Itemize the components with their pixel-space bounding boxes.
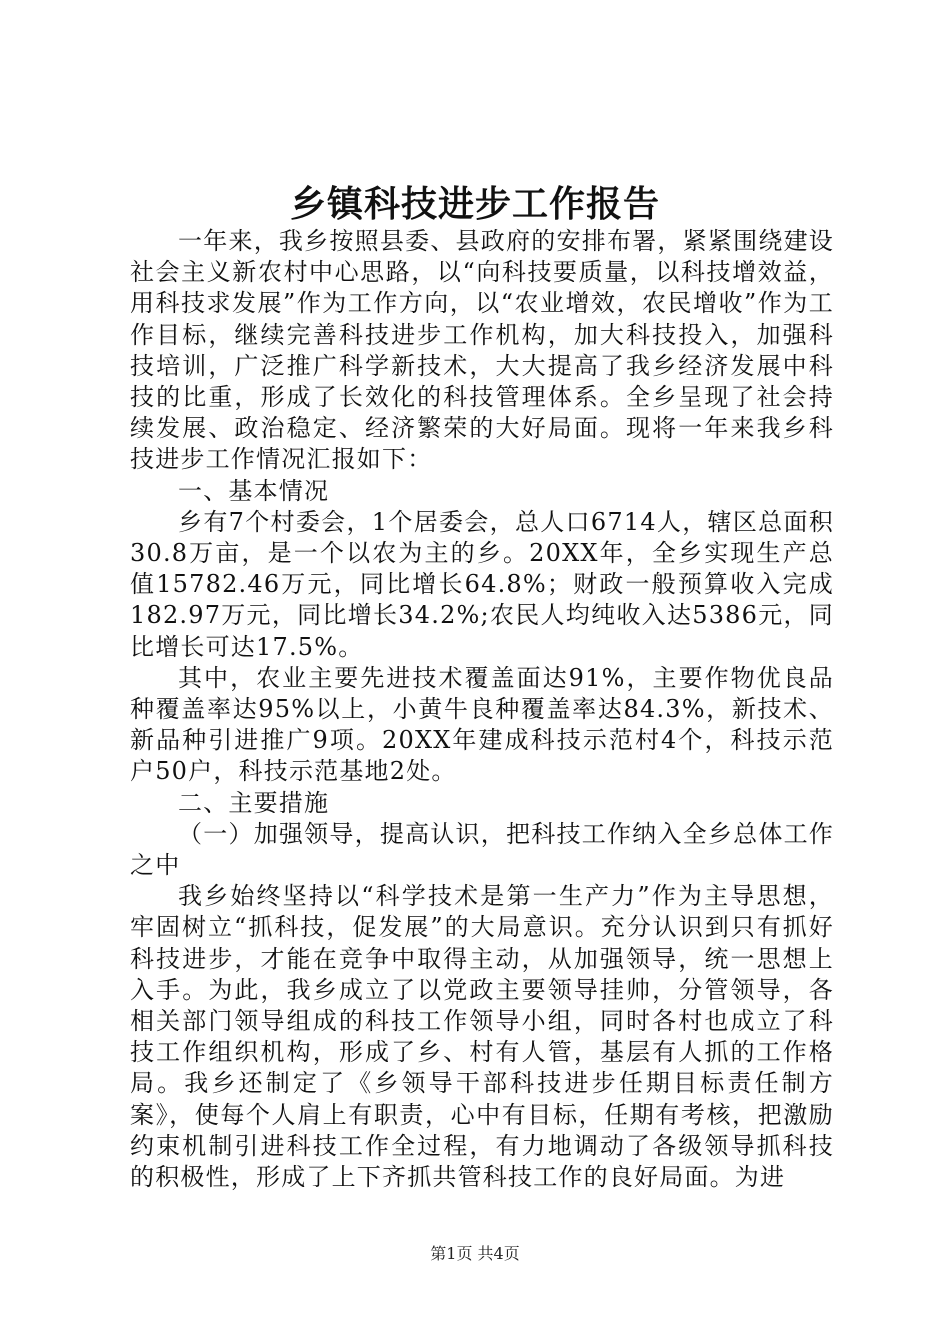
coverage-paragraph: 其中，农业主要先进技术覆盖面达91%，主要作物优良品种覆盖率达95%以上，小黄牛良种覆盖率达84.3%，新技术、新品种引进推广9项。20XX年建成科技示范村4个，科技示范户50户，科技示范基地2处。 (130, 663, 834, 786)
document-body (130, 226, 834, 1193)
basic-situation-paragraph: 乡有7个村委会，1个居委会，总人口6714人，辖区总面积30.8万亩，是一个以农为主的乡。20XX年，全乡实现生产总值15782.46万元，同比增长64.8%；财政一般预算收入完成182.97万元，同比增长34.2%;农民人均纯收入达5386元，同比增长可达17.5%。 (130, 507, 834, 661)
intro-paragraph: 一年来，我乡按照县委、县政府的安排布署，紧紧围绕建设社会主义新农村中心思路，以“向科技要质量，以科技增效益，用科技求发展”作为工作方向，以“农业增效，农民增收”作为工作目标，继续完善科技进步工作机构，加大科技投入，加强科技培训，广泛推广科学新技术，大大提高了我乡经济发展中科技的比重，形成了长效化的科技管理体系。全乡呈现了社会持续发展、政治稳定、经济繁荣的大好局面。现将一年来我乡科技进步工作情况汇报如下： (130, 227, 834, 474)
section-heading-basic-situation: 一、基本情况 (178, 476, 330, 505)
page-number-footer: 第1页 共4页 (430, 1244, 520, 1263)
subsection-heading-leadership: （一）加强领导，提高认识，把科技工作纳入全乡总体工作之中 (130, 819, 834, 880)
leadership-paragraph: 我乡始终坚持以“科学技术是第一生产力”作为主导思想，牢固树立“抓科技，促发展”的大局意识。充分认识到只有抓好科技进步，才能在竞争中取得主动，从加强领导，统一思想上入手。为此，我乡成立了以党政主要领导挂帅，分管领导，各相关部门领导组成的科技工作领导小组，同时各村也成立了科技工作组织机构，形成了乡、村有人管，基层有人抓的工作格局。我乡还制定了《乡领导干部科技进步任期目标责任制方案》，使每个人肩上有职责，心中有目标，任期有考核，把激励约束机制引进科技工作全过程，有力地调动了各级领导抓科技的积极性，形成了上下齐抓共管科技工作的良好局面。为进 (130, 882, 834, 1192)
section-heading-main-measures: 二、主要措施 (178, 788, 330, 817)
document-title: 乡镇科技进步工作报告 (289, 183, 660, 225)
